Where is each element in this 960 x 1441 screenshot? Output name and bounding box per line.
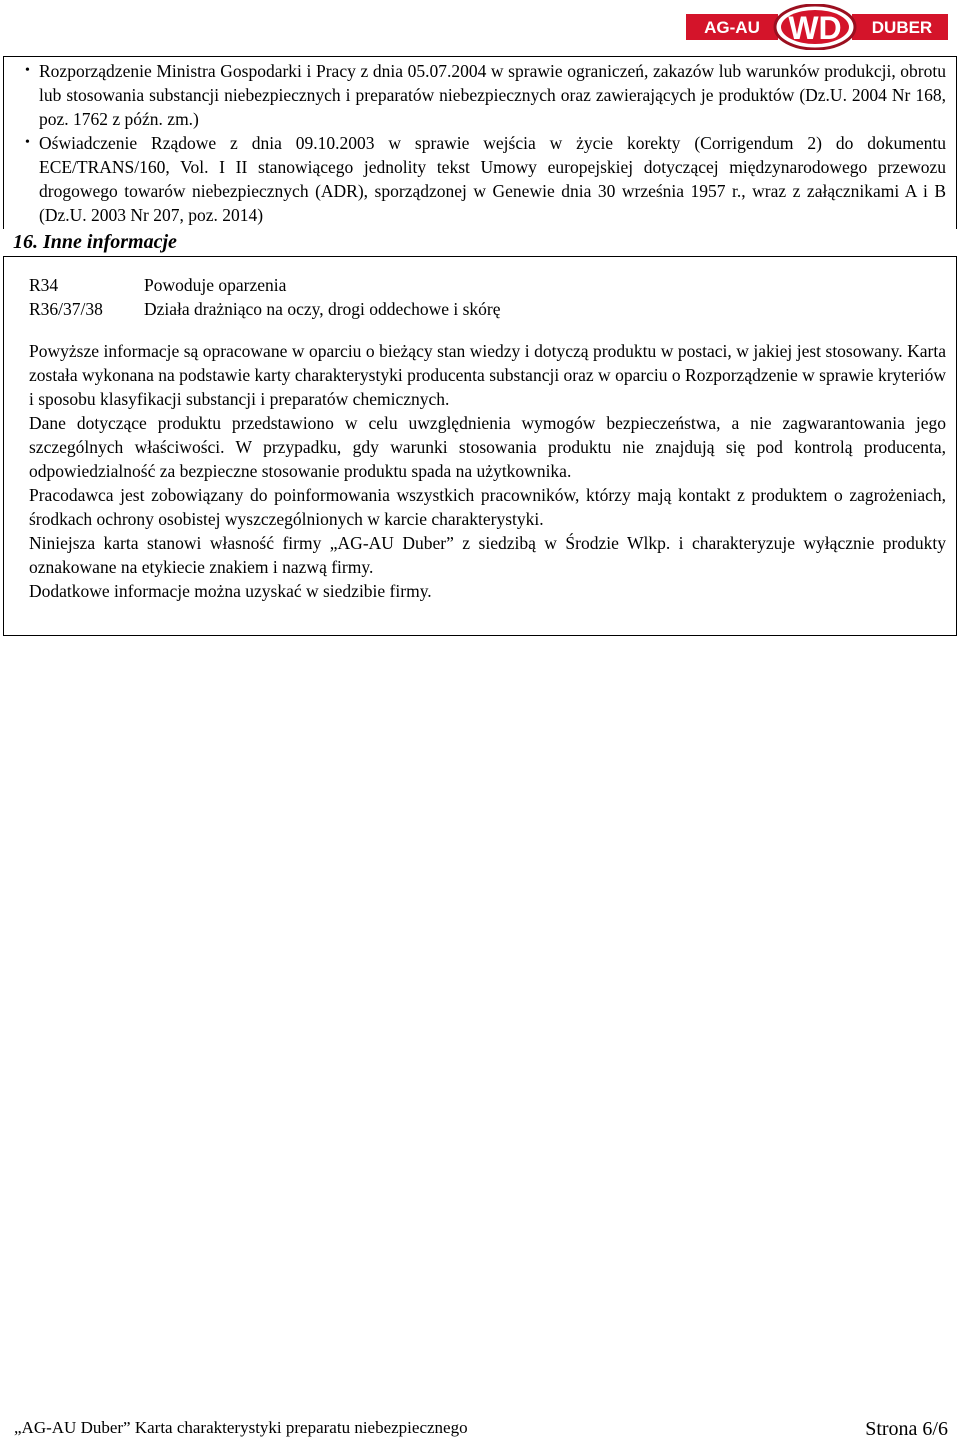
r-phrases <box>29 273 946 321</box>
regulations-list <box>25 59 946 227</box>
r-phrase-text: Powoduje oparzenia <box>144 275 287 295</box>
bullet-icon: • <box>25 135 30 150</box>
page-number: Strona 6/6 <box>865 1418 948 1440</box>
regulations-block <box>3 56 957 229</box>
info-paragraph: Pracodawca jest zobowiązany do poinformowania wszystkich pracowników, którzy mają kontakt z produktem o zagrożeniach, środkach ochrony osobistej wyszczególnionych w karcie charakterystyki. <box>29 485 946 529</box>
info-paragraph: Powyższe informacje są opracowane w oparciu o bieżący stan wiedzy i dotyczą produktu w postaci, w jakiej jest stosowany. Karta została wykonana na podstawie karty charakterystyki producenta substancji oraz w oparciu o Rozporządzenie w sprawie kryteriów i sposobu klasyfikacji substancji i preparatów chemicznych. <box>29 341 946 409</box>
r-phrase-row <box>29 297 946 321</box>
r-phrase-text: Działa drażniąco na oczy, drogi oddechowe i skórę <box>144 299 501 319</box>
info-paragraph: Dodatkowe informacje można uzyskać w siedzibie firmy. <box>29 581 432 601</box>
regulation-item <box>25 59 946 131</box>
company-logo <box>686 4 948 50</box>
footer-document-title: „AG-AU Duber” Karta charakterystyki preparatu niebezpiecznego <box>14 1418 468 1437</box>
regulation-text: Oświadczenie Rządowe z dnia 09.10.2003 w sprawie wejścia w życie korekty (Corrigendum 2) do dokumentu ECE/TRANS/160, Vol. I II stanowiącego jednolity tekst Umowy europejskiej dotyczącej międzynarodowego przewozu drogowego towarów niebezpiecznych (ADR), sporządzonej w Genewie dnia 30 września 1957 r., wraz z załącznikami A i B (Dz.U. 2003 Nr 207, poz. 2014) <box>39 133 946 225</box>
info-paragraph: Dane dotyczące produktu przedstawiono w celu uwzględnienia wymogów bezpieczeństwa, a nie zagwarantowania jego szczególnych właściwości. W przypadku, gdy warunki stosowania produktu nie znajdują się pod kontrolą producenta, odpowiedzialność za bezpieczne stosowanie produktu spada na użytkownika. <box>29 413 946 481</box>
bullet-icon: • <box>25 63 30 78</box>
logo-center-text: WD <box>788 10 842 46</box>
logo-left-text: AG-AU <box>704 18 760 37</box>
r-phrase-row <box>29 273 946 297</box>
regulation-item <box>25 131 946 227</box>
logo-right-text: DUBER <box>871 18 933 37</box>
section-16-box <box>3 256 957 636</box>
r-phrase-code: R34 <box>29 275 59 295</box>
regulation-text: Rozporządzenie Ministra Gospodarki i Pracy z dnia 05.07.2004 w sprawie ograniczeń, zakazów lub warunków produkcji, obrotu lub stosowania substancji niebezpiecznych i preparatów niebezpiecznych oraz zawierających je produktów (Dz.U. 2004 Nr 168, poz. 1762 z późn. zm.) <box>39 61 946 129</box>
info-paragraph: Niniejsza karta stanowi własność firmy „AG-AU Duber” z siedzibą w Środzie Wlkp. i charakteryzuje wyłącznie produkty oznakowane na etykiecie znakiem i nazwą firmy. <box>29 533 946 577</box>
section-heading: 16. Inne informacje <box>13 231 177 253</box>
r-phrase-code: R36/37/38 <box>29 299 103 319</box>
